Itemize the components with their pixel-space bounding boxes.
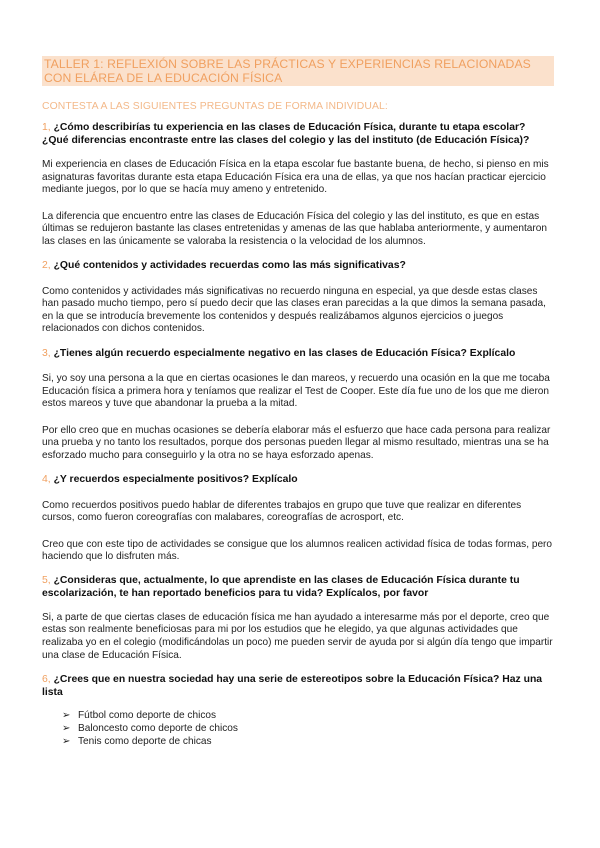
arrow-bullet-icon: ➢ — [62, 736, 71, 748]
answer-paragraph: Como recuerdos positivos puedo hablar de diferentes trabajos en grupo que tuve que realizar en diferentes cursos, como fueron coreografías con malabares, coreografías de acrosport, etc. — [42, 499, 522, 524]
document-title: TALLER 1: REFLEXIÓN SOBRE LAS PRÁCTICAS Y EXPERIENCIAS RELACIONADAS CON ELÁREA DE LA EDUCACIÓN FÍSICA — [42, 56, 554, 86]
stereotype-list — [42, 709, 554, 748]
question-text: ¿Qué contenidos y actividades recuerdas como las más significativas? — [53, 259, 406, 271]
question-number: 4, — [42, 473, 51, 485]
question-6 — [42, 673, 554, 699]
question-number: 3, — [42, 347, 51, 359]
document-subtitle: CONTESTA A LAS SIGUIENTES PREGUNTAS DE FORMA INDIVIDUAL: — [42, 101, 388, 112]
answer-paragraph: Creo que con este tipo de actividades se consigue que los alumnos realicen actividad física de todas formas, pero haciendo que lo disfruten más. — [42, 538, 553, 563]
question-text: ¿Tienes algún recuerdo especialmente negativo en las clases de Educación Física? Explícalo — [53, 347, 516, 359]
question-text: ¿Consideras que, actualmente, lo que aprendiste en las clases de Educación Física durante tu escolarización, te han reportado beneficios para tu vida? Explícalos, por favor — [42, 574, 520, 599]
list-item: ➢ Baloncesto como deporte de chicos — [62, 723, 238, 735]
document-page — [42, 56, 554, 748]
question-4 — [42, 473, 554, 486]
question-text: ¿Y recuerdos especialmente positivos? Explícalo — [53, 473, 298, 485]
question-text: ¿Crees que en nuestra sociedad hay una serie de estereotipos sobre la Educación Física? Haz una lista — [42, 674, 543, 699]
question-5 — [42, 574, 554, 600]
question-number: 5, — [42, 574, 51, 586]
list-item: ➢ Fútbol como deporte de chicos — [62, 710, 217, 722]
list-item: ➢ Tenis como deporte de chicas — [62, 736, 212, 748]
question-number: 2, — [42, 259, 51, 271]
answer-paragraph: Si, yo soy una persona a la que en ciertas ocasiones le dan mareos, y recuerdo una ocasión en la que me tocaba Educación física a primera hora y teníamos que realizar el Test de Cooper. Este día fue uno de los que me dieron estos mareos y tuve que abandonar la prueba a la mitad. — [42, 372, 550, 410]
question-number: 6, — [42, 674, 51, 686]
answer-paragraph: Como contenidos y actividades más significativas no recuerdo ninguna en especial, ya que desde estas clases han pasado mucho tiempo, pero sí puedo decir que las clases eran parecidas a la que dimos la semana pasada, en la que se introducía brevemente los contenidos y después realizábamos algunos ejercicios o juegos relacionados con dichos contenidos. — [42, 285, 546, 335]
answer-paragraph: Mi experiencia en clases de Educación Física en la etapa escolar fue bastante buena, de hecho, si pienso en mis asignaturas favoritas durante esta etapa Educación Física era una de ellas, ya que nos hacían practicar ejercicio mediante juegos, por lo que se hacía muy ameno y entretenido. — [42, 159, 549, 196]
question-text: ¿Cómo describirías tu experiencia en las clases de Educación Física, durante tu etapa escolar? ¿Qué diferencias encontraste entre las clases del colegio y las del instituto (de Educación Física)? — [42, 122, 530, 146]
answer-paragraph: Por ello creo que en muchas ocasiones se debería elaborar más el esfuerzo que hace cada persona para realizar una prueba y no tanto los resultados, porque dos personas pueden llegar al mismo resultado, mientras una se ha esforzado mucho para conseguirlo y la otra no se haya esforzado apenas. — [42, 424, 551, 461]
arrow-bullet-icon: ➢ — [62, 723, 71, 735]
question-3 — [42, 347, 554, 360]
answer-paragraph: La diferencia que encuentro entre las clases de Educación Física del colegio y las del instituto, es que en estas últimas se redujeron bastante las clases entretenidas y amenas de las que hablaba anteriormente, y aumentaron las clases en las únicamente se valoraba la resistencia o la velocidad de los alumnos. — [42, 210, 547, 247]
arrow-bullet-icon: ➢ — [62, 710, 71, 722]
question-number: 1, — [42, 122, 51, 133]
question-1 — [42, 121, 554, 147]
question-2 — [42, 259, 554, 272]
answer-paragraph: Si, a parte de que ciertas clases de educación física me han ayudado a interesarme más por el deporte, creo que estas son realmente beneficiosas para mi por los estudios que he elegido, ya que algunas actividades que realizaba yo en el colegio (modificándolas un poco) me pueden servir de ayuda por si algún día tengo que impartir una clase de Educación Física. — [42, 611, 553, 661]
